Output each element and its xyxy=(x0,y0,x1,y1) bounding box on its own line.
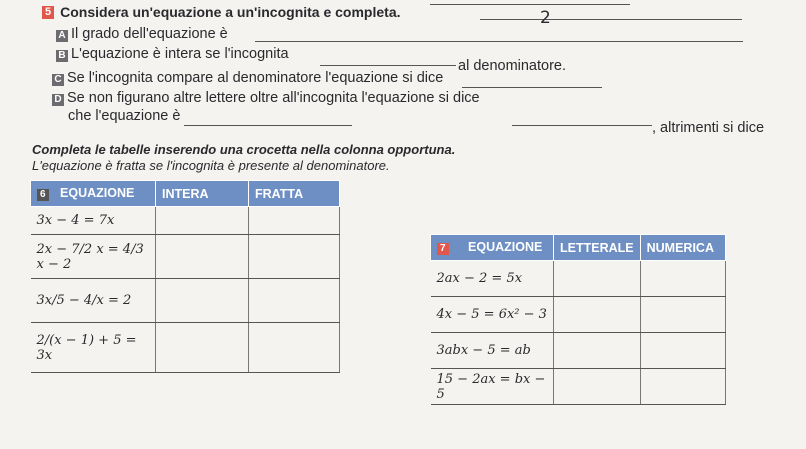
item-letter: D xyxy=(52,94,64,106)
table-row xyxy=(31,279,340,323)
item-letter: B xyxy=(56,50,68,62)
item-d xyxy=(52,90,480,106)
intera-cell[interactable] xyxy=(156,279,249,323)
handwritten-mark: 2 xyxy=(540,8,551,28)
item-a xyxy=(56,26,228,42)
equation-cell: 3x/5 − 4/x = 2 xyxy=(31,279,156,323)
letterale-cell[interactable] xyxy=(554,333,641,369)
instruction-main: Completa le tabelle inserendo una crocetta nella colonna opportuna. xyxy=(32,142,456,157)
blank-line[interactable] xyxy=(480,18,742,20)
blank-line[interactable] xyxy=(512,124,652,126)
equation-cell: 3abx − 5 = ab xyxy=(431,333,554,369)
table-7-container xyxy=(430,234,726,405)
table-7 xyxy=(430,234,726,405)
table-6-container xyxy=(30,180,340,373)
exercise-title: Considera un'equazione a un'incognita e completa. xyxy=(60,4,401,20)
item-text: L'equazione è intera se l'incognita xyxy=(71,46,289,62)
equation-cell: 2x − 7/2 x = 4/3 x − 2 xyxy=(31,235,156,279)
numerica-cell[interactable] xyxy=(640,333,725,369)
table-number-badge: 7 xyxy=(437,243,449,255)
fratta-cell[interactable] xyxy=(249,279,340,323)
table-row xyxy=(431,297,726,333)
equation-cell: 2ax − 2 = 5x xyxy=(431,261,554,297)
item-text: Se l'incognita compare al denominatore l'equazione si dice xyxy=(67,70,444,86)
intera-cell[interactable] xyxy=(156,323,249,373)
letterale-cell[interactable] xyxy=(554,261,641,297)
equation-cell: 3x − 4 = 7x xyxy=(31,207,156,235)
table-6 xyxy=(30,180,340,373)
equation-cell: 2/(x − 1) + 5 = 3x xyxy=(31,323,156,373)
blank-line[interactable] xyxy=(320,64,456,66)
equation-cell: 4x − 5 = 6x² − 3 xyxy=(431,297,554,333)
letterale-cell[interactable] xyxy=(554,297,641,333)
table-number-badge: 6 xyxy=(37,189,49,201)
column-header: 6 EQUAZIONE xyxy=(31,181,156,207)
item-d-continuation: che l'equazione è xyxy=(68,108,181,124)
exercise-number-badge: 5 xyxy=(42,6,54,19)
intera-cell[interactable] xyxy=(156,207,249,235)
column-header: INTERA xyxy=(156,181,249,207)
table-row xyxy=(31,323,340,373)
numerica-cell[interactable] xyxy=(640,297,725,333)
table-row xyxy=(31,207,340,235)
item-text: Il grado dell'equazione è xyxy=(71,26,228,42)
item-c xyxy=(52,70,443,86)
exercise-5-header xyxy=(42,4,401,20)
column-header: FRATTA xyxy=(249,181,340,207)
intera-cell[interactable] xyxy=(156,235,249,279)
fratta-cell[interactable] xyxy=(249,235,340,279)
numerica-cell[interactable] xyxy=(640,261,725,297)
item-b xyxy=(56,46,289,62)
item-text: Se non figurano altre lettere oltre all'incognita l'equazione si dice xyxy=(67,90,480,106)
table-row xyxy=(31,235,340,279)
letterale-cell[interactable] xyxy=(554,369,641,405)
equation-cell: 15 − 2ax = bx − 5 xyxy=(431,369,554,405)
column-header: 7 EQUAZIONE xyxy=(431,235,554,261)
table-row xyxy=(431,333,726,369)
instruction-hint: L'equazione è fratta se l'incognita è presente al denominatore. xyxy=(32,158,390,173)
item-b-end: al denominatore. xyxy=(458,58,567,74)
item-letter: A xyxy=(56,30,68,42)
column-header: LETTERALE xyxy=(554,235,641,261)
blank-line[interactable] xyxy=(184,124,352,126)
item-letter: C xyxy=(52,74,64,86)
column-header: NUMERICA xyxy=(640,235,725,261)
table-row xyxy=(431,369,726,405)
blank-line[interactable] xyxy=(462,86,602,88)
item-d-end: , altrimenti si dice xyxy=(652,120,765,136)
fratta-cell[interactable] xyxy=(249,323,340,373)
numerica-cell[interactable] xyxy=(640,369,725,405)
blank-line[interactable] xyxy=(255,40,743,42)
table-row xyxy=(431,261,726,297)
fratta-cell[interactable] xyxy=(249,207,340,235)
blank-line[interactable] xyxy=(430,3,630,5)
